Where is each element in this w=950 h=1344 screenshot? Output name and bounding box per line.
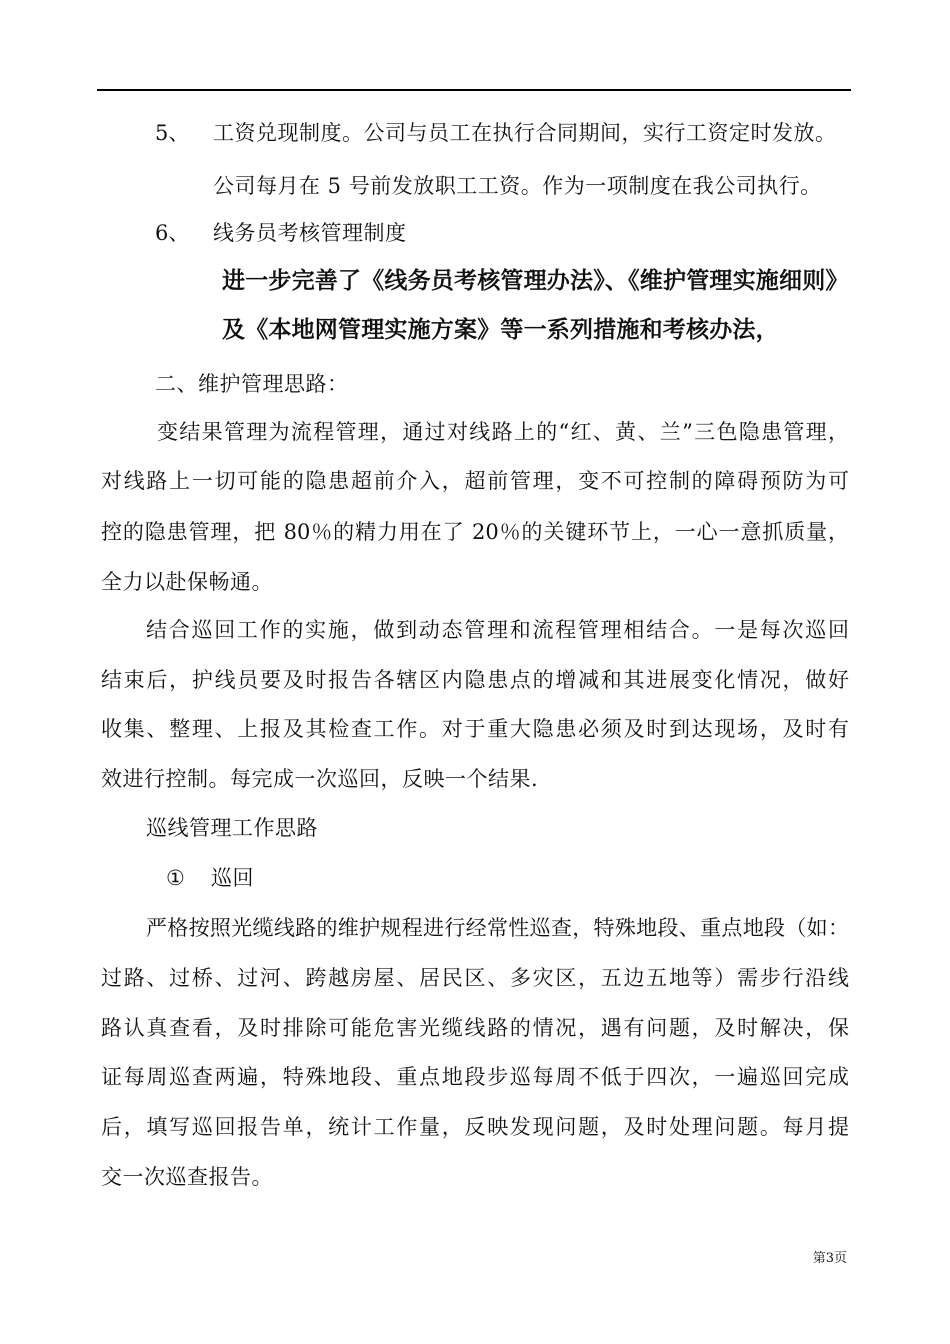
header-rule	[97, 89, 851, 91]
patrol-para-line-5: 后，填写巡回报告单，统计工作量，反映发现问题，及时处理问题。每月提	[101, 1115, 849, 1139]
section-2-heading: 二、维护管理思路：	[155, 372, 349, 396]
item-6-number: 6、	[155, 221, 190, 245]
item-5-continuation: 公司每月在 5 号前发放职工工资。作为一项制度在我公司执行。	[213, 174, 822, 198]
patrol-para-line-2: 过路、过桥、过河、跨越房屋、居民区、多灾区，五边五地等）需步行沿线	[101, 966, 849, 990]
emphasis-line-2: 及《本地网管理实施方案》等一系列措施和考核办法，	[222, 317, 779, 343]
patrol-para-line-6: 交一次巡查报告。	[101, 1165, 273, 1189]
patrol-para-line-4: 证每周巡查两遍，特殊地段、重点地段步巡每周不低于四次，一遍巡回完成	[101, 1065, 849, 1089]
section-2-para-1-line-1: 变结果管理为流程管理，通过对线路上的“红、黄、兰”三色隐患管理，	[157, 420, 849, 444]
page-number: 第3页	[812, 1251, 847, 1266]
item-5-number: 5、	[155, 121, 190, 145]
patrol-para-line-3: 路认真查看，及时排除可能危害光缆线路的情况，遇有问题，及时解决，保	[101, 1016, 849, 1040]
patrol-sub-label: 巡回	[211, 866, 254, 890]
section-2-para-2-line-3: 收集、整理、上报及其检查工作。对于重大隐患必须及时到达现场，及时有	[101, 717, 849, 741]
patrol-sub-number: ①	[166, 866, 185, 890]
emphasis-line-1: 进一步完善了《线务员考核管理办法》、《维护管理实施细则》	[222, 268, 849, 294]
section-2-para-2-line-4: 效进行控制。每完成一次巡回，反映一个结果.	[101, 767, 539, 791]
patrol-heading: 巡线管理工作思路	[146, 816, 318, 840]
section-2-para-1-line-3: 控的隐患管理，把 80％的精力用在了 20％的关键环节上，一心一意抓质量，	[101, 520, 849, 544]
patrol-para-line-1: 严格按照光缆线路的维护规程进行经常性巡查，特殊地段、重点地段（如：	[146, 916, 849, 940]
section-2-para-2-line-1: 结合巡回工作的实施，做到动态管理和流程管理相结合。一是每次巡回	[146, 618, 849, 642]
section-2-para-2-line-2: 结束后，护线员要及时报告各辖区内隐患点的增减和其进展变化情况，做好	[101, 668, 849, 692]
section-2-para-1-line-2: 对线路上一切可能的隐患超前介入，超前管理，变不可控制的障碍预防为可	[101, 469, 849, 493]
item-5-text: 工资兑现制度。公司与员工在执行合同期间，实行工资定时发放。	[213, 121, 837, 145]
item-6-text: 线务员考核管理制度	[213, 221, 407, 245]
section-2-para-1-line-4: 全力以赴保畅通。	[101, 570, 273, 594]
